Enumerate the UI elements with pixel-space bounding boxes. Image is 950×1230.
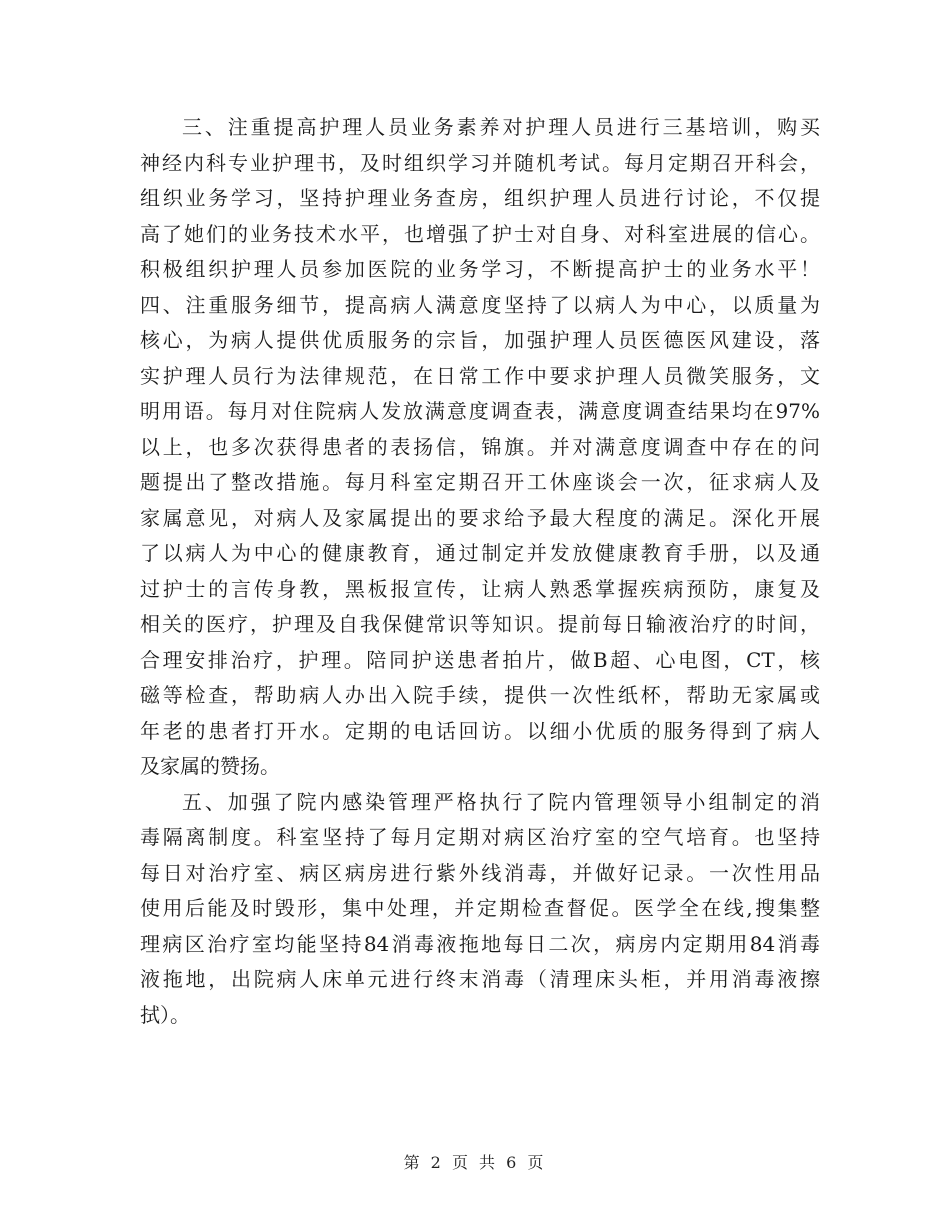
- text-line: 实护理人员行为法律规范，在日常工作中要求护理人员微笑服务，文: [140, 363, 820, 388]
- text-line: 使用后能及时毁形，集中处理，并定期检查督促。医学全在线,搜集整: [140, 896, 820, 920]
- text-line: 液拖地，出院病人床单元进行终末消毒（清理床头柜，并用消毒液擦: [140, 967, 820, 991]
- document-body: [140, 110, 820, 1033]
- text-line: 年老的患者打开水。定期的电话回访。以细小优质的服务得到了病人: [140, 718, 820, 743]
- text-line: 过护士的言传身教，黑板报宣传，让病人熟悉掌握疾病预防，康复及: [140, 576, 820, 601]
- text-line: 家属意见，对病人及家属提出的要求给予最大程度的满足。深化开展: [140, 505, 820, 530]
- text-line: 三、注重提高护理人员业务素养对护理人员进行三基培训，购买: [182, 115, 820, 139]
- text-line: 四、注重服务细节，提高病人满意度坚持了以病人为中心，以质量为: [140, 292, 820, 317]
- text-line: 相关的医疗，护理及自我保健常识等知识。提前每日输液治疗的时间，: [140, 612, 820, 636]
- text-line: 及家属的赞扬。: [140, 754, 280, 778]
- page-number-footer: 第 2 页 共 6 页: [403, 1153, 547, 1172]
- text-line: 积极组织护理人员参加医院的业务学习，不断提高护士的业务水平！: [140, 257, 820, 281]
- text-line: 拭）。: [140, 1002, 190, 1027]
- text-line: 合理安排治疗，护理。陪同护送患者拍片，做B超、心电图，CT，核: [140, 647, 820, 672]
- text-line: 组织业务学习，坚持护理业务查房，组织护理人员进行讨论，不仅提: [140, 186, 820, 210]
- text-line: 神经内科专业护理书，及时组织学习并随机考试。每月定期召开科会，: [140, 150, 820, 175]
- text-line: 核心，为病人提供优质服务的宗旨，加强护理人员医德医风建设，落: [140, 328, 820, 352]
- text-line: 磁等检查，帮助病人办出入院手续，提供一次性纸杯，帮助无家属或: [140, 683, 820, 707]
- text-line: 五、加强了院内感染管理严格执行了院内管理领导小组制定的消: [182, 789, 820, 814]
- text-line: 明用语。每月对住院病人发放满意度调查表，满意度调查结果均在97%: [140, 399, 820, 423]
- text-line: 题提出了整改措施。每月科室定期召开工休座谈会一次，征求病人及: [140, 470, 820, 494]
- text-line: 毒隔离制度。科室坚持了每月定期对病区治疗室的空气培育。也坚持: [140, 825, 820, 849]
- text-line: 每日对治疗室、病区病房进行紫外线消毒，并做好记录。一次性用品: [140, 860, 820, 885]
- text-line: 了以病人为中心的健康教育，通过制定并发放健康教育手册，以及通: [140, 541, 820, 565]
- text-line: 高了她们的业务技术水平，也增强了护士对自身、对科室进展的信心。: [140, 221, 820, 246]
- text-line: 理病区治疗室均能坚持84消毒液拖地每日二次，病房内定期用84消毒: [140, 931, 820, 956]
- text-line: 以上，也多次获得患者的表扬信，锦旗。并对满意度调查中存在的问: [140, 434, 820, 459]
